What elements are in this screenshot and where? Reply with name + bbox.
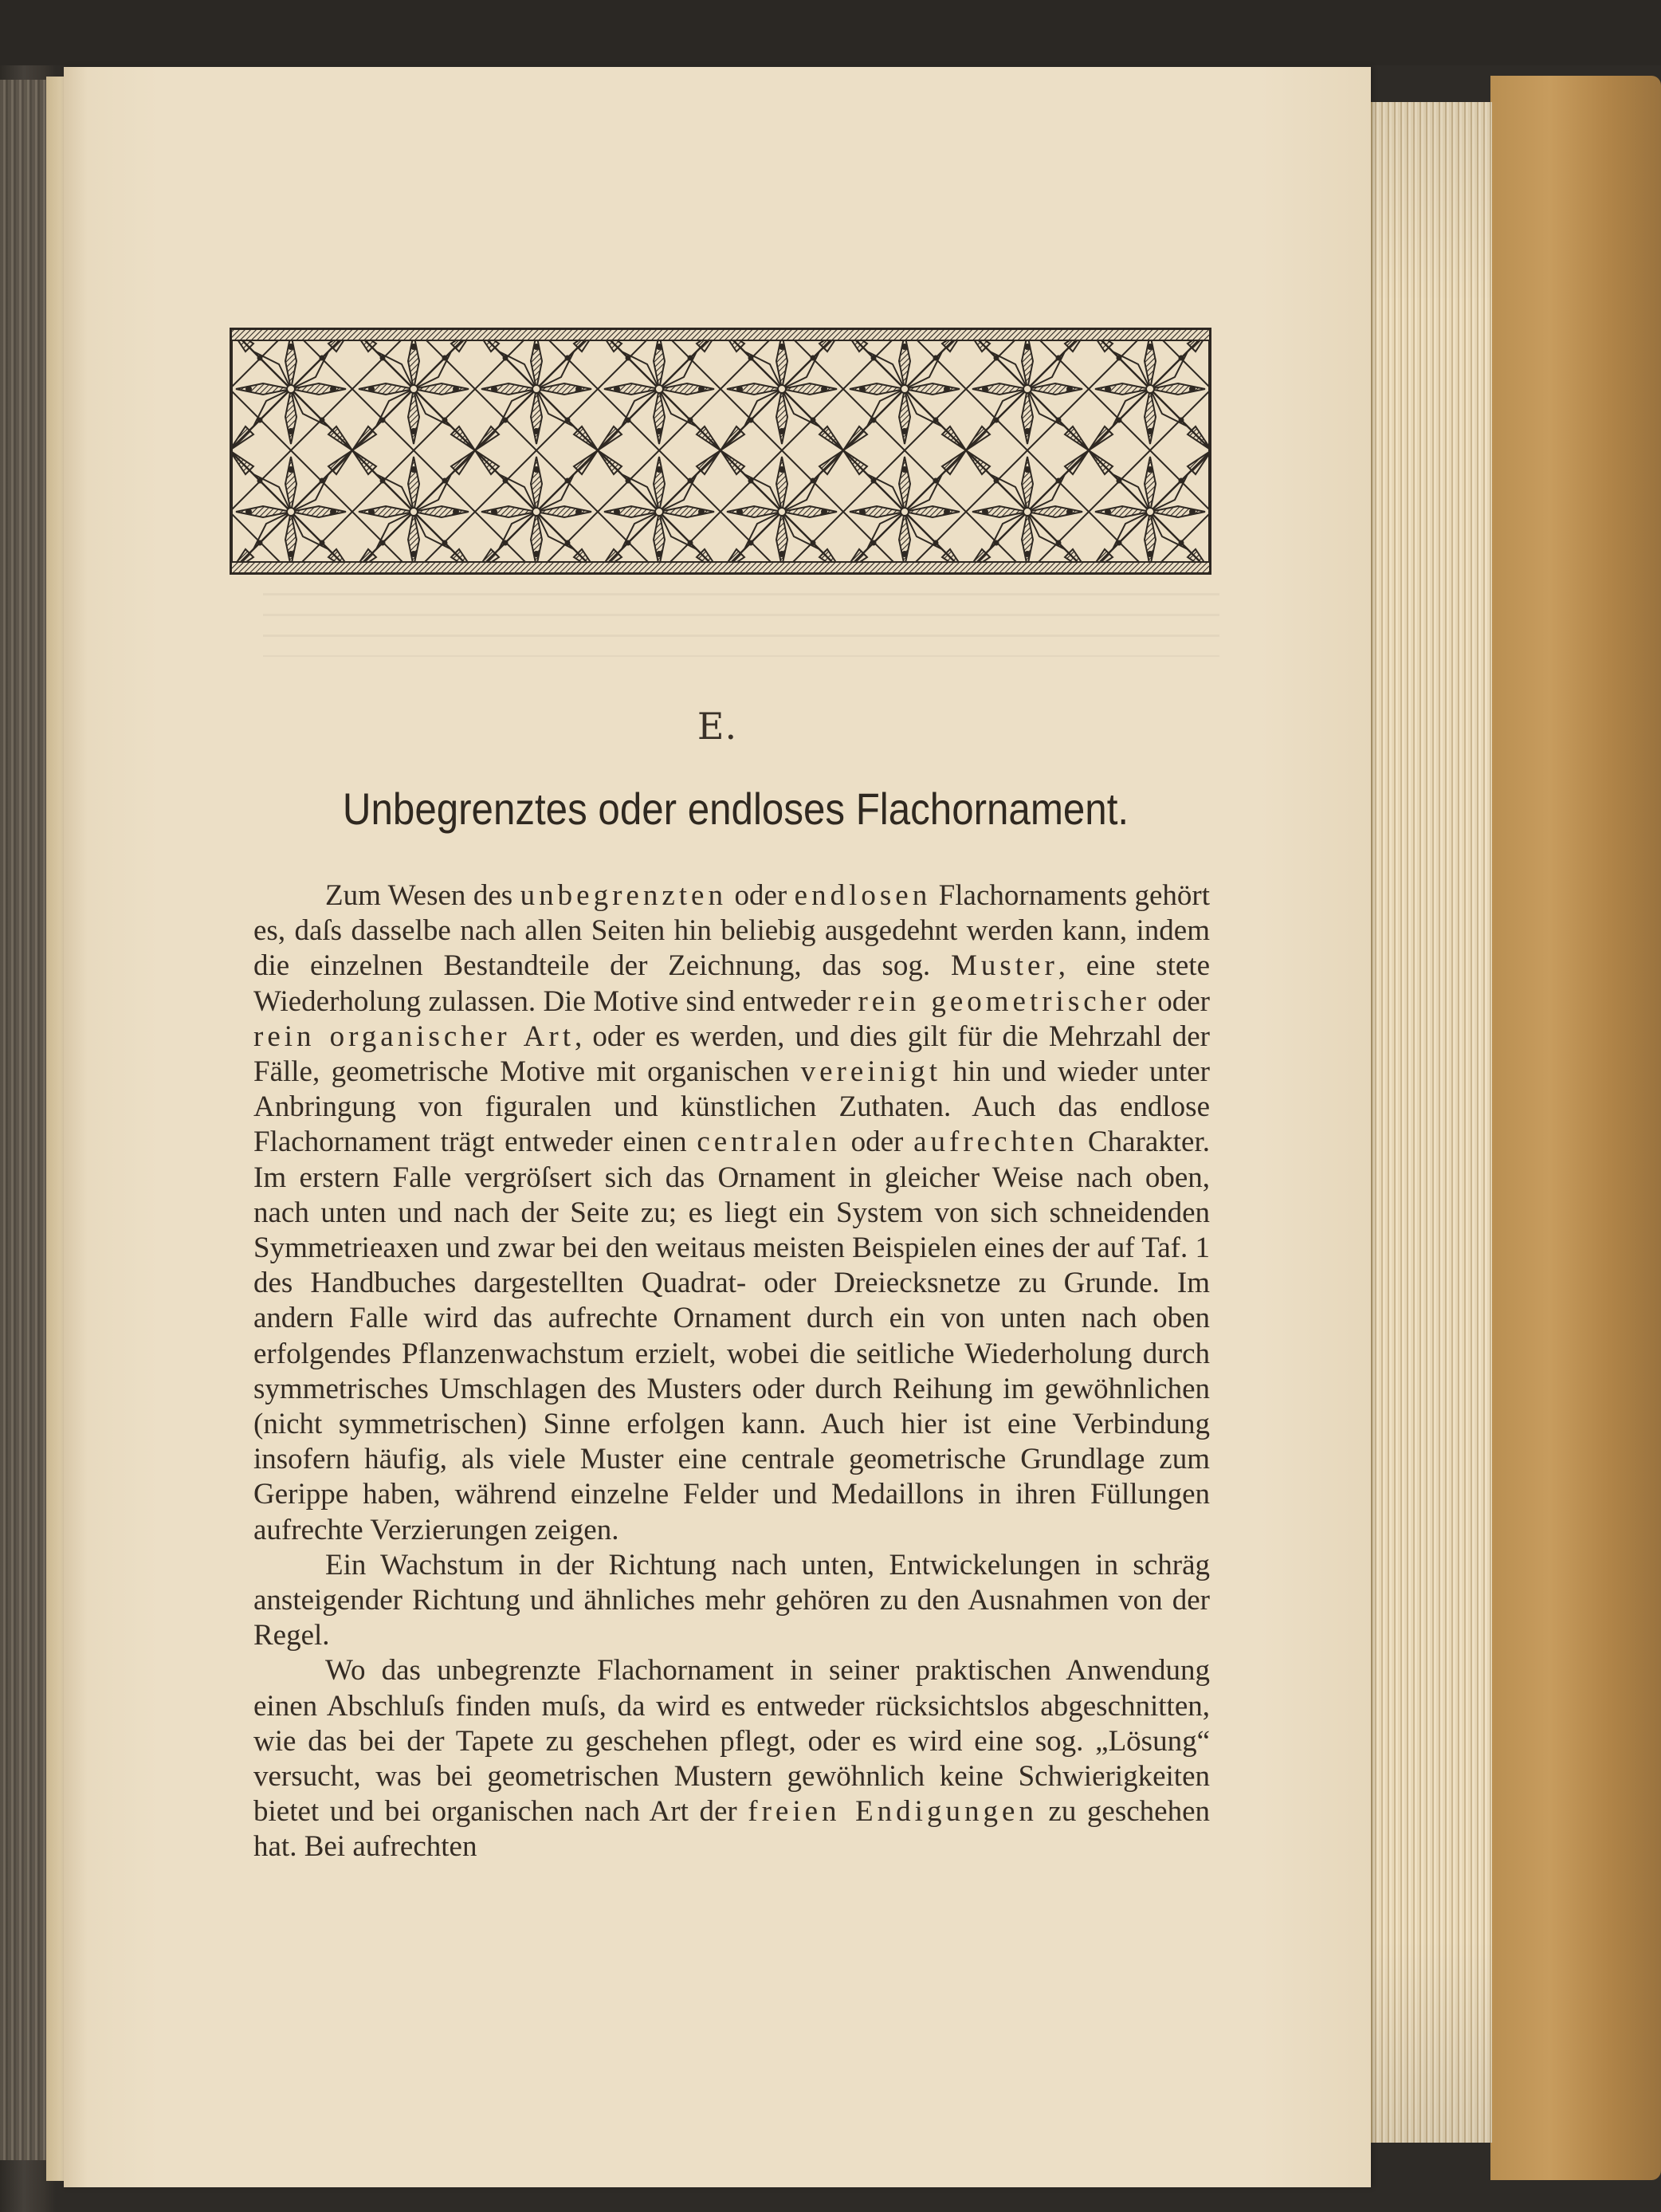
section-letter: E. <box>697 705 738 748</box>
show-through-text <box>263 593 1219 657</box>
spaced-emphasis: centralen <box>697 1126 841 1159</box>
book-board-right <box>1490 76 1661 2180</box>
page-block-edges <box>1371 102 1492 2143</box>
text-run: , eine stete Wiederholung zulassen. Die Motive sind entweder <box>253 949 1210 1018</box>
paragraph <box>253 878 1210 1548</box>
chapter-heading: Unbegrenztes oder endloses Flachornament. <box>342 784 1129 834</box>
text-run: Wo das unbegrenzte Flachornament in seiner praktischen Anwendung einen Abschluſs finden muſs, da wird es entweder rücksichtslos abgeschnitten, wie das bei der Tapete zu geschehen pflegt, oder es wird eine sog. „Lösung“ versucht, was bei geometrischen Mustern gewöhnlich keine Schwierigkeiten bietet und bei organischen nach Art der <box>253 1654 1210 1829</box>
spaced-emphasis: rein organischer Art <box>253 1020 575 1053</box>
text-run: Flachornaments gehört es, daſs dasselbe nach allen Seiten hin beliebig ausgedehnt werden kann, indem die einzelnen Bestandteile der Zeichnung, das sog. <box>253 879 1210 983</box>
spaced-emphasis: rein geometrischer <box>858 984 1150 1018</box>
geometric-star-ornament-band-icon <box>230 328 1211 575</box>
text-run: oder <box>840 1126 914 1159</box>
text-run: oder <box>726 879 795 912</box>
text-run: Zum Wesen des <box>325 879 520 912</box>
text-run: Charakter. Im erstern Falle vergröſsert sich das Ornament in gleicher Weise nach oben, nach unten und nach der Seite zu; es liegt ein System von sich schneidenden Symmetrieaxen und zwar bei den weitaus meisten Beispielen eines der auf Taf. 1 des Handbuches dargestellten Quadrat- oder Dreiecksnetze zu Grunde. Im andern Falle wird das aufrechte Ornament durch ein von unten nach oben erfolgendes Pflanzenwachstum erzielt, wobei die seitliche Wiederholung durch symmetrisches Umschlagen des Musters oder durch Reihung im gewöhnlichen (nicht symmetrischen) Sinne erfolgen kann. Auch hier ist eine Verbindung insofern häufig, als viele Muster eine centrale geometrische Grundlage zum Gerippe haben, während einzelne Felder und Medaillons in ihren Füllungen aufrechte Verzierungen zeigen. <box>253 1126 1210 1546</box>
spaced-emphasis: aufrechten <box>913 1126 1078 1159</box>
paragraph <box>253 1548 1210 1654</box>
spaced-emphasis: vereinigt <box>800 1055 942 1089</box>
spaced-emphasis: Muster <box>950 949 1058 983</box>
text-run: zu geschehen hat. Bei aufrechten <box>253 1795 1210 1864</box>
text-run: , oder es werden, und dies gilt für die Mehrzahl der Fälle, geometrische Motive mit organischen <box>253 1020 1210 1089</box>
spaced-emphasis: endlosen <box>794 879 932 912</box>
text-run: Ein Wachstum in der Richtung nach unten, Entwickelungen in schräg ansteigender Richtung und ähnliches mehr gehören zu den Ausnahmen von der Regel. <box>253 1548 1210 1652</box>
spaced-emphasis: freien Endigungen <box>748 1795 1038 1829</box>
paragraph <box>253 1653 1210 1864</box>
body-text <box>253 878 1210 1865</box>
book-page <box>64 67 1371 2187</box>
spaced-emphasis: unbegrenzten <box>520 879 727 912</box>
text-run: oder <box>1149 984 1211 1018</box>
spine-binding <box>0 80 48 2160</box>
text-run: hin und wieder unter Anbringung von figuralen und künstlichen Zuthaten. Auch das endlose Flachornament trägt entweder einen <box>253 1055 1210 1159</box>
